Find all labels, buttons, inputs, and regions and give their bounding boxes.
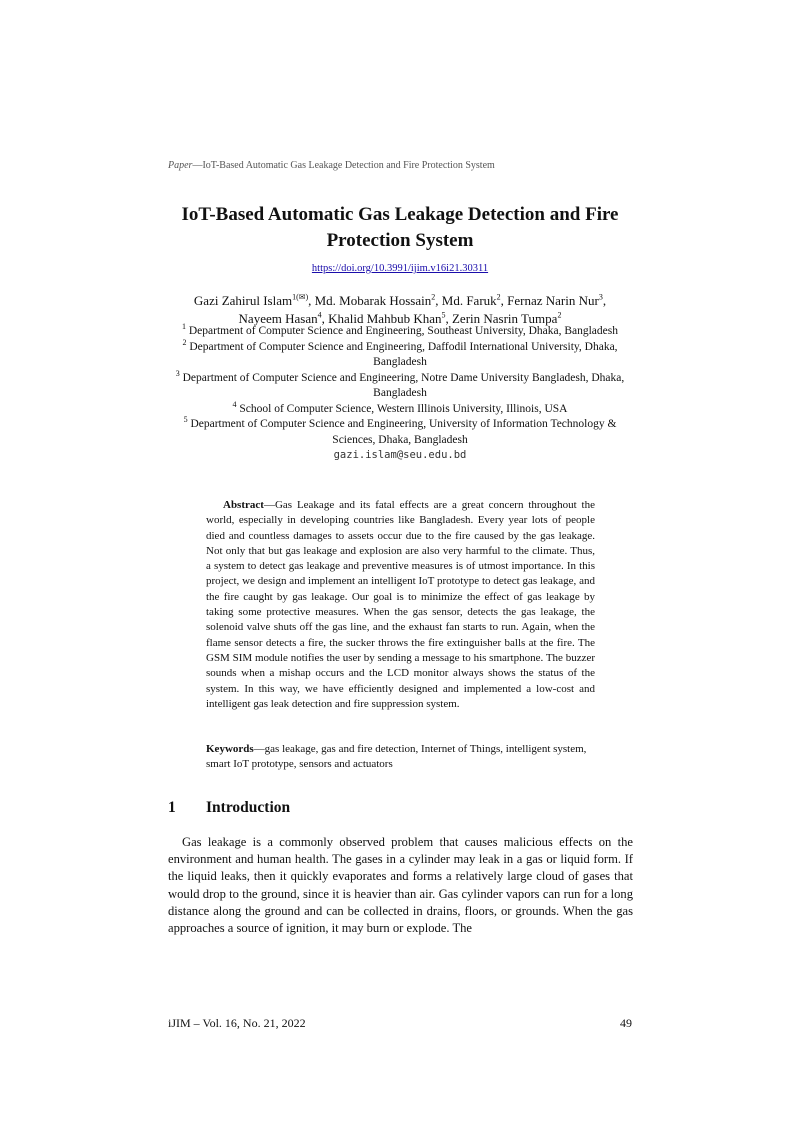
introduction-body xyxy=(168,834,633,937)
keywords-paragraph xyxy=(206,742,595,773)
author-sup: 4 xyxy=(317,310,322,320)
affiliation-text: Department of Computer Science and Engineering, Notre Dame University Bangladesh, Dhaka, Bangladesh xyxy=(182,371,625,399)
keywords-text: —gas leakage, gas and fire detection, Internet of Things, intelligent system, smart IoT prototype, sensors and actuators xyxy=(206,743,587,771)
affiliation-sup: 5 xyxy=(183,415,188,425)
author-sup: 2 xyxy=(557,310,562,320)
affiliation xyxy=(165,417,635,448)
affiliation-sup: 2 xyxy=(182,337,187,347)
author xyxy=(194,293,315,308)
author-sep: , xyxy=(435,293,442,308)
author xyxy=(507,293,606,308)
author-sep: , xyxy=(308,293,315,308)
page-number: 49 xyxy=(620,1016,632,1030)
running-header-prefix: Paper xyxy=(168,160,193,171)
footer-journal: iJIM – Vol. 16, No. 21, 2022 xyxy=(168,1016,306,1030)
author-sup: 1(✉) xyxy=(292,292,309,302)
author-sup: 2 xyxy=(496,292,501,302)
affiliation-sup: 1 xyxy=(182,322,186,332)
author-sep: , xyxy=(602,293,607,308)
author-sup: 3 xyxy=(598,292,603,302)
author-sep: , xyxy=(500,293,508,308)
affiliation-text: Department of Computer Science and Engineering, University of Information Technology & Sciences, Dhaka, Bangladesh xyxy=(190,418,617,446)
affiliation-text: Department of Computer Science and Engineering, Southeast University, Dhaka, Bangladesh xyxy=(188,325,618,337)
author xyxy=(315,293,442,308)
affiliation-sup: 4 xyxy=(232,399,237,409)
author-sup: 2 xyxy=(431,292,436,302)
author-name: Fernaz Narin Nur xyxy=(507,293,599,308)
author-name: Gazi Zahirul Islam xyxy=(193,293,293,308)
doi-line xyxy=(0,263,800,274)
author-name: Nayeem Hasan xyxy=(238,311,318,326)
affiliation xyxy=(165,368,635,402)
section-title: Introduction xyxy=(206,799,291,816)
author xyxy=(442,293,507,308)
keywords xyxy=(206,742,595,773)
abstract-label: Abstract xyxy=(223,499,264,511)
author-list xyxy=(150,292,650,328)
affiliation xyxy=(165,337,635,371)
running-header-text: —IoT-Based Automatic Gas Leakage Detection and Fire Protection System xyxy=(192,160,495,171)
author-sup: 5 xyxy=(441,310,446,320)
running-header xyxy=(168,160,495,171)
abstract-text: —Gas Leakage and its fatal effects are a great concern throughout the world, especially in developing countries like Bangladesh. Every year lots of people died and countless damages to assets occur due to the fire caused by the gas leakage. Not only that but gas leakage and explosion are also very harmful to the climate. Thus, a system to detect gas leakage and preventive measures is of utmost importance. In this project, we design and implement an intelligent IoT prototype to detect gas leakage, and the fire caught by gas leakage. Our goal is to minimize the effect of gas leakage by taking some protective measures. When the gas sensor, detects the gas leakage, the solenoid valve shuts off the gas line, and the exhaust fan starts to run. Again, when the flame sensor detects a fire, the sucker throws the fire extinguisher balls at the fire. The GSM SIM module notifies the user by sending a message to his smartphone. The buzzer sounds when a mishap occurs and the LCD monitor always shows the status of the system. In this way, we have efficiently designed and implemented a low-cost and intelligent gas leak detection and fire suppression system. xyxy=(206,499,595,710)
intro-paragraph: Gas leakage is a commonly observed problem that causes malicious effects on the environment and human health. The gases in a cylinder may leak in a gas or liquid form. If the liquid leaks, then it quickly evaporates and forms a relatively large cloud of gases that would drop to the ground, since it is heavier than air. Gas cylinder vapors can run for a long distance along the ground and can be collected in drains, floors, or grounds. When the gas approaches a source of ignition, it may burn or explode. The xyxy=(168,835,633,936)
affiliation xyxy=(165,399,635,418)
author-name: Md. Mobarak Hossain xyxy=(314,293,432,308)
affiliation-text: Department of Computer Science and Engineering, Daffodil International University, Dhaka, Bangladesh xyxy=(189,340,618,368)
abstract xyxy=(206,498,595,712)
section-heading xyxy=(168,799,290,817)
contact-email: gazi.islam@seu.edu.bd xyxy=(333,449,467,461)
affiliation-sup: 3 xyxy=(175,368,180,378)
affiliation-list xyxy=(165,324,635,464)
author-name: Khalid Mahbub Khan xyxy=(328,311,442,326)
affiliation-text: School of Computer Science, Western Illinois University, Illinois, USA xyxy=(239,402,568,415)
author-sep: , xyxy=(321,311,329,326)
abstract-paragraph xyxy=(206,498,595,712)
author-name: Md. Faruk xyxy=(441,293,497,308)
paper-title: IoT-Based Automatic Gas Leakage Detection and Fire Protection System xyxy=(181,204,619,251)
keywords-label: Keywords xyxy=(206,743,254,755)
author-name: Zerin Nasrin Tumpa xyxy=(451,311,558,326)
doi-link[interactable]: https://doi.org/10.3991/ijim.v16i21.30311 xyxy=(311,263,489,274)
author-sep: , xyxy=(445,311,452,326)
section-number: 1 xyxy=(168,799,176,816)
affiliation xyxy=(165,324,635,340)
